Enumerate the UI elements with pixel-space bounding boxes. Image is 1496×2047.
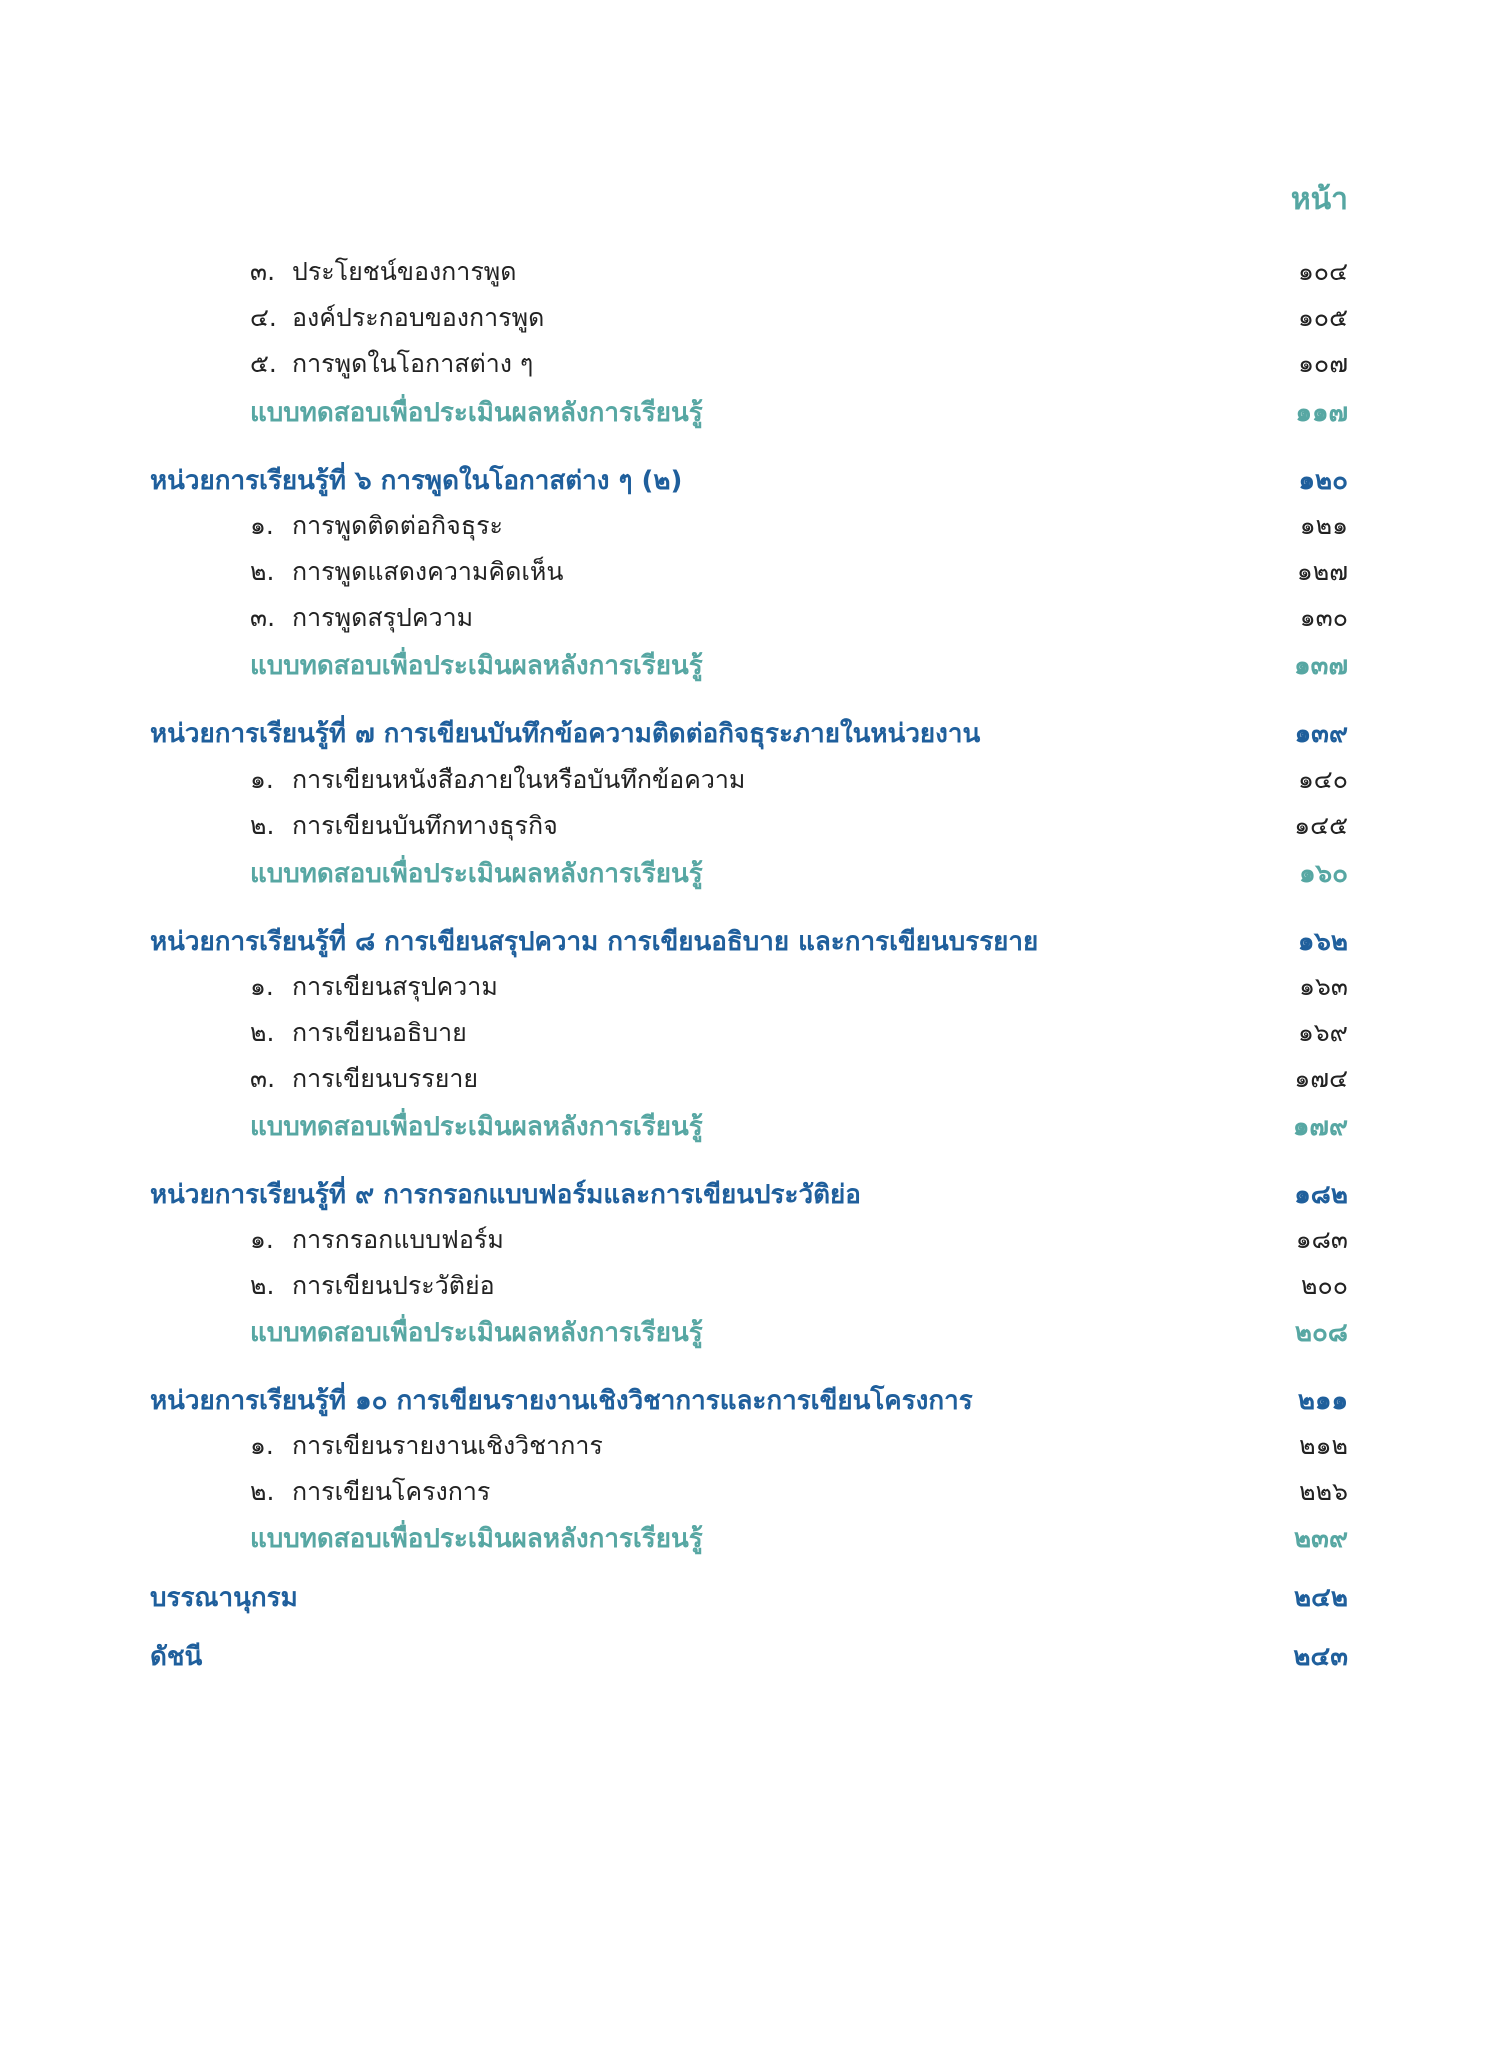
toc-entry-number: ๒. bbox=[250, 557, 275, 586]
toc-test-row[interactable] bbox=[0, 1518, 1496, 1562]
toc-page-number: ๑๐๕ bbox=[1297, 303, 1348, 332]
toc-entry-number: ๑. bbox=[250, 511, 274, 540]
toc-entry-text: แบบทดสอบเพื่อประเมินผลหลังการเรียนรู้ bbox=[250, 1524, 703, 1554]
toc-item-row[interactable] bbox=[0, 967, 1496, 1011]
toc-test-row[interactable] bbox=[0, 645, 1496, 689]
page-column-label: หน้า bbox=[1290, 182, 1348, 217]
toc-page-number: ๑๑๗ bbox=[1295, 398, 1348, 428]
toc-entry-title bbox=[250, 552, 563, 592]
toc-entry-text: การพูดติดต่อกิจธุระ bbox=[292, 511, 503, 540]
toc-entry-text: หน่วยการเรียนรู้ที่ ๑๐ การเขียนรายงานเชิงวิชาการและการเขียนโครงการ bbox=[150, 1386, 973, 1416]
toc-entry-text: บรรณานุกรม bbox=[150, 1583, 298, 1613]
toc-page-number: ๑๒๐ bbox=[1298, 466, 1348, 496]
toc-page-number: ๑๔๕ bbox=[1294, 811, 1348, 840]
toc-entry-title bbox=[250, 806, 558, 846]
toc-unit-row[interactable] bbox=[0, 1380, 1496, 1424]
toc-item-row[interactable] bbox=[0, 1266, 1496, 1310]
toc-entry-title bbox=[250, 1059, 478, 1099]
toc-item-row[interactable] bbox=[0, 1013, 1496, 1057]
toc-entry-title bbox=[250, 967, 498, 1007]
toc-entry-title bbox=[250, 344, 533, 384]
toc-page-number: ๑๐๔ bbox=[1297, 257, 1348, 286]
toc-entry-text: หน่วยการเรียนรู้ที่ ๘ การเขียนสรุปความ การเขียนอธิบาย และการเขียนบรรยาย bbox=[150, 927, 1039, 957]
toc-entry-title bbox=[150, 460, 682, 501]
toc-entry-text: แบบทดสอบเพื่อประเมินผลหลังการเรียนรู้ bbox=[250, 859, 703, 889]
toc-page-number: ๒๑๑ bbox=[1297, 1386, 1348, 1416]
toc-entry-number: ๑. bbox=[250, 1225, 274, 1254]
toc-entry-text: การเขียนโครงการ bbox=[292, 1477, 491, 1506]
toc-unit-row[interactable] bbox=[0, 1577, 1496, 1621]
toc-entry-number: ๕. bbox=[250, 349, 277, 378]
toc-item-row[interactable] bbox=[0, 344, 1496, 388]
toc-entry-title bbox=[250, 1220, 504, 1260]
toc-entry-title bbox=[250, 1013, 467, 1053]
toc-item-row[interactable] bbox=[0, 1220, 1496, 1264]
toc-entry-title bbox=[150, 1636, 202, 1677]
toc-page-number: ๒๒๖ bbox=[1299, 1477, 1348, 1506]
toc-entry-title bbox=[250, 506, 503, 546]
toc-page-number: ๑๖๒ bbox=[1297, 927, 1348, 957]
toc-page-number: ๒๔๓ bbox=[1293, 1642, 1348, 1672]
toc-test-row[interactable] bbox=[0, 392, 1496, 436]
toc-entry-title bbox=[150, 713, 980, 754]
toc-entry-title bbox=[150, 1380, 973, 1421]
toc-entry-title bbox=[150, 1577, 298, 1618]
toc-page-number: ๒๓๙ bbox=[1294, 1524, 1348, 1554]
toc-entry-text: การเขียนสรุปความ bbox=[292, 972, 498, 1001]
toc-entry-number: ๑. bbox=[250, 765, 274, 794]
toc-entry-number: ๒. bbox=[250, 1477, 275, 1506]
toc-test-row[interactable] bbox=[0, 1312, 1496, 1356]
toc-page-number: ๑๖๙ bbox=[1297, 1018, 1348, 1047]
toc-page-number: ๑๐๗ bbox=[1298, 349, 1348, 378]
toc-page-number: ๒๑๒ bbox=[1299, 1431, 1348, 1460]
toc-page-number: ๑๘๒ bbox=[1294, 1180, 1348, 1210]
toc-entry-title bbox=[250, 645, 703, 686]
toc-entry-text: การพูดแสดงความคิดเห็น bbox=[292, 557, 564, 586]
toc-page-number: ๑๓๐ bbox=[1299, 603, 1348, 632]
toc-page-number: ๑๓๗ bbox=[1294, 651, 1348, 681]
toc-entry-title bbox=[250, 1106, 703, 1147]
toc-entry-number: ๒. bbox=[250, 1018, 275, 1047]
toc-page-number: ๑๔๐ bbox=[1297, 765, 1348, 794]
toc-page-number: ๑๖๐ bbox=[1299, 859, 1348, 889]
toc-item-row[interactable] bbox=[0, 598, 1496, 642]
toc-page-number: ๑๓๙ bbox=[1294, 719, 1348, 749]
toc-entry-text: การเขียนบันทึกทางธุรกิจ bbox=[292, 811, 558, 840]
toc-item-row[interactable] bbox=[0, 252, 1496, 296]
toc-unit-row[interactable] bbox=[0, 1636, 1496, 1680]
toc-item-row[interactable] bbox=[0, 298, 1496, 342]
toc-entry-text: แบบทดสอบเพื่อประเมินผลหลังการเรียนรู้ bbox=[250, 1318, 703, 1348]
toc-item-row[interactable] bbox=[0, 1059, 1496, 1103]
toc-item-row[interactable] bbox=[0, 1426, 1496, 1470]
toc-entry-title bbox=[250, 298, 544, 338]
toc-entry-title bbox=[250, 1266, 495, 1306]
toc-item-row[interactable] bbox=[0, 760, 1496, 804]
toc-entry-text: หน่วยการเรียนรู้ที่ ๗ การเขียนบันทึกข้อความติดต่อกิจธุระภายในหน่วยงาน bbox=[150, 719, 981, 749]
toc-entry-text: การเขียนประวัติย่อ bbox=[292, 1271, 495, 1300]
toc-unit-row[interactable] bbox=[0, 460, 1496, 504]
toc-entry-text: ดัชนี bbox=[150, 1642, 203, 1672]
toc-entry-title bbox=[250, 1518, 703, 1559]
toc-entry-text: การกรอกแบบฟอร์ม bbox=[292, 1225, 504, 1254]
toc-entry-text: หน่วยการเรียนรู้ที่ ๖ การพูดในโอกาสต่าง ๆ (๒) bbox=[150, 466, 683, 496]
toc-page-number: ๑๒๑ bbox=[1299, 511, 1348, 540]
toc-entry-number: ๓. bbox=[250, 1064, 276, 1093]
toc-entry-text: การเขียนรายงานเชิงวิชาการ bbox=[292, 1431, 603, 1460]
toc-entry-number: ๒. bbox=[250, 1271, 275, 1300]
toc-page-number: ๒๐๘ bbox=[1294, 1318, 1348, 1348]
toc-entry-number: ๒. bbox=[250, 811, 275, 840]
toc-entry-text: แบบทดสอบเพื่อประเมินผลหลังการเรียนรู้ bbox=[250, 1112, 703, 1142]
toc-entry-number: ๓. bbox=[250, 257, 276, 286]
toc-test-row[interactable] bbox=[0, 853, 1496, 897]
toc-item-row[interactable] bbox=[0, 552, 1496, 596]
toc-entry-text: หน่วยการเรียนรู้ที่ ๙ การกรอกแบบฟอร์มและการเขียนประวัติย่อ bbox=[150, 1180, 861, 1210]
toc-entry-text: แบบทดสอบเพื่อประเมินผลหลังการเรียนรู้ bbox=[250, 651, 703, 681]
toc-item-row[interactable] bbox=[0, 1472, 1496, 1516]
toc-test-row[interactable] bbox=[0, 1106, 1496, 1150]
toc-entry-title bbox=[250, 392, 703, 433]
toc-page-number: ๑๒๗ bbox=[1296, 557, 1348, 586]
toc-item-row[interactable] bbox=[0, 506, 1496, 550]
toc-entry-number: ๑. bbox=[250, 972, 274, 1001]
toc-entry-number: ๑. bbox=[250, 1431, 274, 1460]
toc-page-number: ๑๘๓ bbox=[1295, 1225, 1348, 1254]
toc-unit-row[interactable] bbox=[0, 1174, 1496, 1218]
toc-entry-title bbox=[250, 1426, 603, 1466]
toc-entry-title bbox=[250, 1472, 490, 1512]
toc-entry-number: ๓. bbox=[250, 603, 276, 632]
toc-entry-title bbox=[250, 598, 473, 638]
toc-page-number: ๑๖๓ bbox=[1299, 972, 1348, 1001]
toc-entry-text: การเขียนบรรยาย bbox=[292, 1064, 479, 1093]
toc-page-number: ๑๗๙ bbox=[1292, 1112, 1348, 1142]
toc-page-number: ๒๔๒ bbox=[1294, 1583, 1348, 1613]
toc-entry-text: ประโยชน์ของการพูด bbox=[292, 257, 517, 286]
toc-entry-number: ๔. bbox=[250, 303, 277, 332]
toc-entry-title bbox=[150, 1174, 861, 1215]
toc-entry-text: องค์ประกอบของการพูด bbox=[292, 303, 545, 332]
toc-entry-text: การเขียนหนังสือภายในหรือบันทึกข้อความ bbox=[292, 765, 746, 794]
toc-entry-title bbox=[250, 252, 517, 292]
toc-entry-title bbox=[150, 921, 1038, 962]
toc-page-number: ๒๐๐ bbox=[1301, 1271, 1348, 1300]
toc-entry-title bbox=[250, 1312, 703, 1353]
toc-entry-text: การพูดสรุปความ bbox=[292, 603, 474, 632]
toc-entry-title bbox=[250, 853, 703, 894]
toc-item-row[interactable] bbox=[0, 806, 1496, 850]
toc-entry-title bbox=[250, 760, 745, 800]
toc-entry-text: การพูดในโอกาสต่าง ๆ bbox=[292, 349, 534, 378]
toc-unit-row[interactable] bbox=[0, 713, 1496, 757]
toc-entry-text: การเขียนอธิบาย bbox=[292, 1018, 467, 1047]
toc-unit-row[interactable] bbox=[0, 921, 1496, 965]
toc-entry-text: แบบทดสอบเพื่อประเมินผลหลังการเรียนรู้ bbox=[250, 398, 703, 428]
toc-page-number: ๑๗๔ bbox=[1294, 1064, 1348, 1093]
